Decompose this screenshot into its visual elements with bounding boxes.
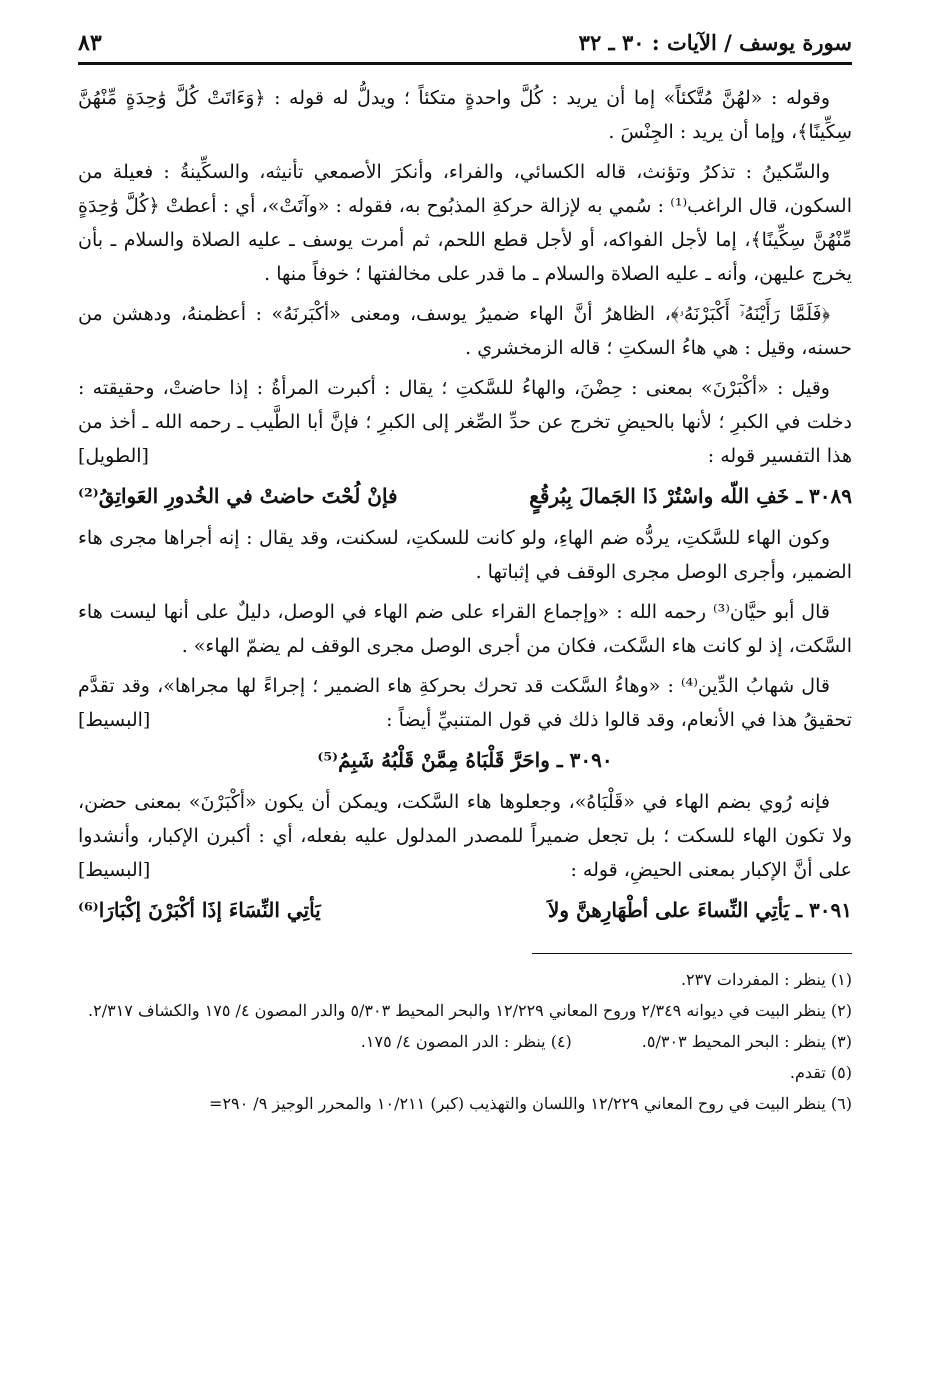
main-text xyxy=(78,81,852,927)
verse-first-hemistich: ٣٠٩١ ـ يَأتِي النِّساءَ على أطْهَارِهنَّ ولاَ xyxy=(547,898,852,922)
verse-3090 xyxy=(78,743,852,777)
surah-title: سورة يوسف / الآيات : ٣٠ ـ ٣٢ xyxy=(578,30,852,55)
paragraph xyxy=(78,371,852,473)
paragraph: والسِّكينُ : تذكرُ وتؤنث، قاله الكسائي، والفراء، وأنكرَ الأصمعي تأنيثه، والسكِّينةُ : فعيلة من السكون، قال الراغب⁽¹⁾ : سُمي به لإزالة حركةِ المذبُوح به، فقوله : «وآتَتْ»، أي : أعطتْ ﴿كُلَّ وَٰحِدَةٍ مِّنْهُنَّ سِكِّينًا﴾، إما لأجل الفواكه، أو لأجل قطع اللحم، ثم أمرت يوسف ـ عليه الصلاة والسلام ـ بأن يخرج عليهن، وأنه ـ عليه الصلاة والسلام ـ ما قدر على مخالفتها ؛ خوفاً منها . xyxy=(78,161,852,285)
poetic-meter: [البسيط] xyxy=(78,709,151,731)
paragraph: ﴿فَلَمَّا رَأَيْنَهُۥٓ أَكْبَرْنَهُۥ﴾، الظاهرُ أنَّ الهاء ضميرُ يوسف، ومعنى «أكْبَرنَهُ» : أعظمنهُ، ودهشن من حسنه، وقيل : هي هاءُ السكتِ ؛ قاله الزمخشري . xyxy=(78,303,852,359)
footnote-6: (٦) ينظر البيت في روح المعاني ١٢/٢٢٩ واللسان والتهذيب (كبر) ١٠/٢١١ والمحرر الوجيز ٩/ ٢٩٠= xyxy=(209,1094,852,1113)
poetic-meter: [الطويل] xyxy=(78,445,149,467)
footnote-3: (٣) ينظر : البحر المحيط ٥/٣٠٣. xyxy=(641,1032,852,1051)
footnote-1: (١) ينظر : المفردات ٢٣٧. xyxy=(680,970,852,989)
paragraph xyxy=(78,669,852,737)
verse-second-hemistich: فإنْ لُحْتَ حاضتْ في الخُدورِ العَواتِقُ⁽²⁾ xyxy=(78,484,398,508)
page-number: ٨٣ xyxy=(78,30,102,56)
footnote-5: (٥) تقدم. xyxy=(789,1063,852,1082)
book-page xyxy=(78,30,852,1353)
footnote-4: (٤) ينظر : الدر المصون ٤/ ١٧٥. xyxy=(360,1032,572,1051)
footnotes xyxy=(78,966,852,1117)
paragraph xyxy=(78,785,852,887)
footnote-separator xyxy=(532,953,852,954)
paragraph-text: قال شهابُ الدِّين⁽⁴⁾ : «وهاءُ السَّكت قد تحرك بحركةِ هاء الضمير ؛ إجراءً لها مجراها»، وقد تقدَّم تحقيقُ هذا في الأنعام، وقد قالوا ذلك في قول المتنبيِّ أيضاً : xyxy=(78,675,852,731)
footnote-2: (٢) ينظر البيت في ديوانه ٢/٣٤٩ وروح المعاني ١٢/٢٢٩ والبحر المحيط ٥/٣٠٣ والدر المصون ٤/ ١٧٥ والكشاف ٢/٣١٧. xyxy=(88,1001,852,1020)
poetic-meter: [البسيط] xyxy=(78,859,151,881)
verse-first-hemistich: ٣٠٨٩ ـ خَفِ اللّه واسْتُرْ ذَا الجَمالَ بِبُرقُعٍ xyxy=(529,484,852,508)
footnote-row xyxy=(78,1028,852,1055)
paragraph: وكون الهاء للسَّكتِ، يردُّه ضم الهاءِ، ولو كانت للسكتِ، لسكنت، وقد يقال : إنه أجراها مجرى هاء الضمير، وأجرى الوصل مجرى الوقف في إثباتها . xyxy=(78,527,852,583)
verse-3091 xyxy=(78,893,852,927)
paragraph: قال أبو حيَّان⁽³⁾ رحمه الله : «وإجماع القراء على ضم الهاء في الوصل، دليلٌ على أنها ليست هاء السَّكت، إذ لو كانت هاء السَّكت، فكان من أجرى الوصل مجرى الوقف لم يضمّ الهاء» . xyxy=(78,601,852,657)
verse-hemistich: ٣٠٩٠ ـ واحَرَّ قَلْبَاهُ مِمَّنْ قَلْبُهُ شَبِمُ⁽⁵⁾ xyxy=(317,748,613,772)
running-header xyxy=(78,30,852,65)
paragraph-text: وقيل : «أكْبَرْنَ» بمعنى : حِضْنَ، والهاءُ للسَّكتِ ؛ يقال : أكبرت المرأةُ : إذا حاضتْ، وحقيقته : دخلت في الكبرِ ؛ لأنها بالحيضِ تخرج عن حدِّ الصِّغر إلى الكبرِ ؛ فإنَّ أبا الطَّيب ـ رحمه الله ـ أخذ من هذا التفسير قوله : xyxy=(78,377,852,467)
verse-3089 xyxy=(78,479,852,513)
verse-second-hemistich: يَأتِي النِّسَاءَ إذَا أكْبَرْنَ إكْبَارَا⁽⁶⁾ xyxy=(78,898,321,922)
paragraph: وقوله : «لهُنَّ مُتَّكئاً» إما أن يريد : كُلَّ واحدةٍ متكئاً ؛ ويدلُّ له قوله : ﴿وَءَاتَتْ كُلَّ وَٰحِدَةٍ مِّنْهُنَّ سِكِّينًا﴾، وإما أن يريد : الجِنْسَ . xyxy=(78,87,852,143)
paragraph-text: فإنه رُوي بضم الهاء في «قَلْبَاهُ»، وجعلوها هاء السَّكت، ويمكن أن يكون «أكْبَرْنَ» بمعنى حضن، ولا تكون الهاء للسكت ؛ بل تجعل ضميراً للمصدر المدلول عليه بفعله، أي : أكبرن الإكبار، وأنشدوا على أنَّ الإكبار بمعنى الحيضِ، قوله : xyxy=(78,791,852,881)
